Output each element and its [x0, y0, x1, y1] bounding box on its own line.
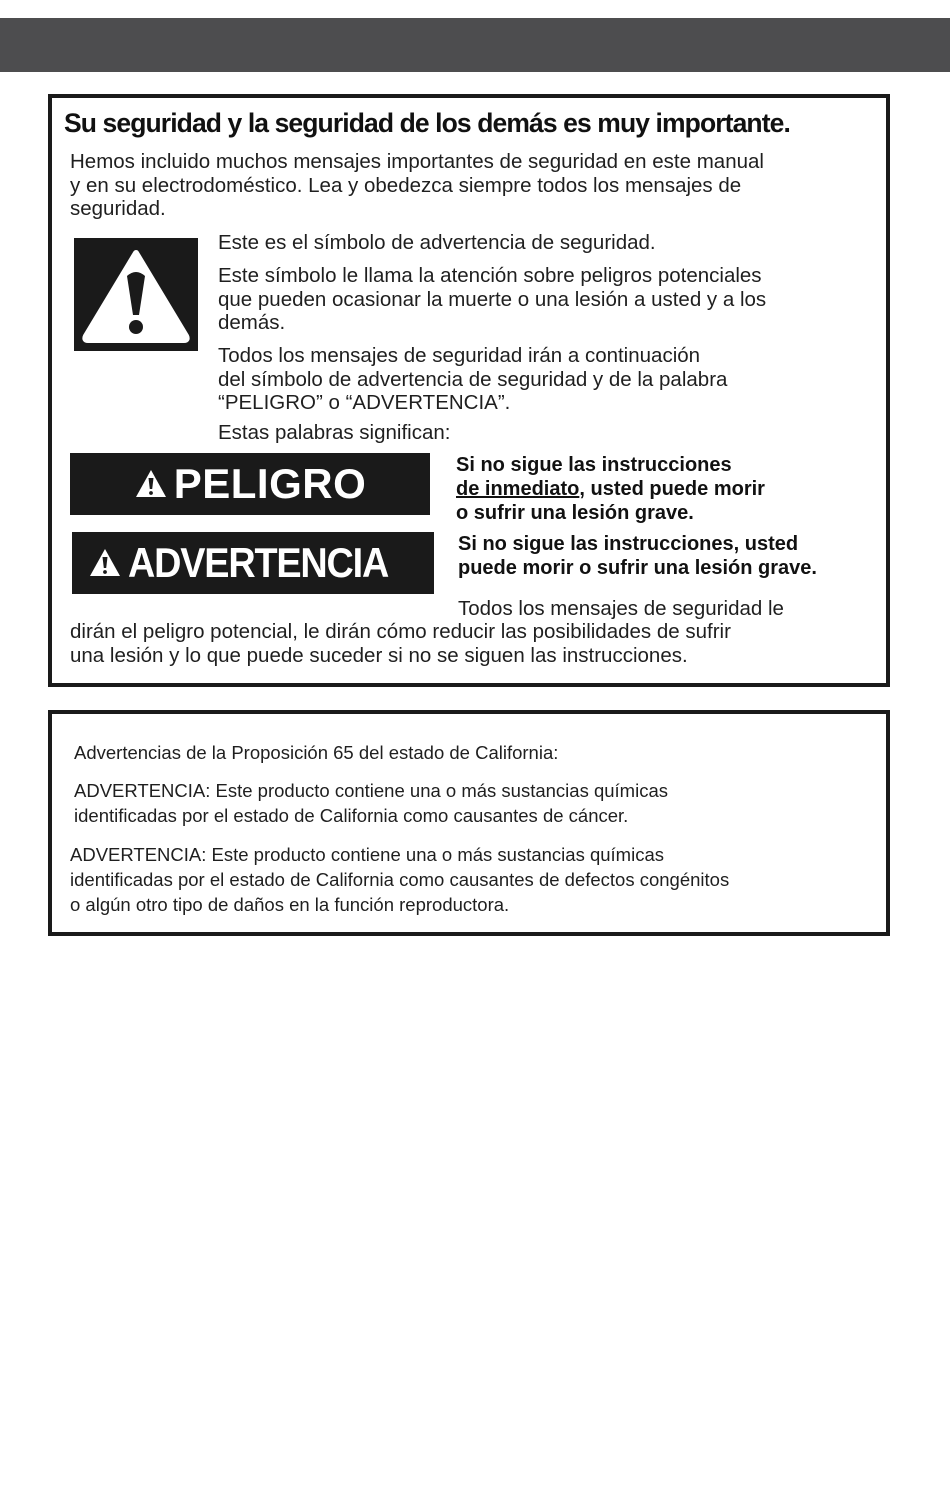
warning-word: ADVERTENCIA	[128, 539, 389, 586]
prop65-line: o algún otro tipo de daños en la función reproductora.	[70, 894, 510, 915]
prop65-line: ADVERTENCIA: Este producto contiene una o más sustancias químicas	[70, 844, 664, 865]
header-bar	[0, 18, 950, 72]
alert-triangle-icon	[88, 547, 122, 579]
safety-notice-box	[48, 94, 890, 687]
prop65-reproductive-warning	[70, 842, 880, 917]
danger-def-line: o sufrir una lesión grave.	[456, 502, 694, 524]
danger-definition	[456, 453, 886, 525]
intro-line: y en su electrodoméstico. Lea y obedezca siempre todos los mensajes de	[70, 173, 742, 197]
closing-line: una lesión y lo que puede suceder si no se siguen las instrucciones.	[70, 643, 688, 667]
follow-line: del símbolo de advertencia de seguridad y de la palabra	[218, 367, 728, 391]
warning-def-line: Si no sigue las instrucciones, usted	[458, 533, 799, 555]
warning-definition	[458, 532, 888, 580]
exclamation-triangle-icon	[74, 238, 198, 351]
prop65-title: Advertencias de la Proposición 65 del estado de California:	[74, 742, 559, 763]
intro-line: seguridad.	[70, 197, 166, 220]
closing-text	[70, 620, 880, 667]
words-meaning-text: Estas palabras significan:	[218, 421, 451, 444]
symbol-attention-text	[218, 264, 868, 335]
closing-line: dirán el peligro potencial, le dirán cómo reducir las posibilidades de sufrir	[70, 620, 731, 643]
prop65-line: identificadas por el estado de California como causantes de cáncer.	[74, 805, 629, 826]
safety-intro	[70, 150, 870, 221]
immediately-emphasis: de inmediato	[456, 478, 580, 500]
symbol-definition: Este es el símbolo de advertencia de seguridad.	[218, 231, 656, 254]
follow-line: “PELIGRO” o “ADVERTENCIA”.	[218, 391, 511, 414]
intro-line: Hemos incluido muchos mensajes importantes de seguridad en este manual	[70, 150, 764, 173]
closing-text-start: Todos los mensajes de seguridad le	[458, 597, 784, 620]
prop65-line: ADVERTENCIA: Este producto contiene una o más sustancias químicas	[74, 780, 668, 801]
danger-word: PELIGRO	[173, 460, 367, 507]
attention-line: Este símbolo le llama la atención sobre peligros potenciales	[218, 264, 762, 287]
warning-def-line: puede morir o sufrir una lesión grave.	[458, 557, 817, 579]
warning-signal-label	[72, 532, 434, 594]
safety-heading: Su seguridad y la seguridad de los demás es muy importante.	[64, 108, 790, 138]
follow-line: Todos los mensajes de seguridad irán a continuación	[218, 344, 701, 367]
attention-line: que pueden ocasionar la muerte o una lesión a usted y a los	[218, 287, 767, 311]
prop65-notice-box	[48, 710, 890, 936]
attention-line: demás.	[218, 311, 286, 334]
danger-signal-label	[70, 453, 430, 515]
danger-def-line: Si no sigue las instrucciones	[456, 454, 732, 476]
prop65-line: identificadas por el estado de California como causantes de defectos congénitos	[70, 869, 730, 890]
alert-triangle-icon	[134, 468, 168, 500]
prop65-cancer-warning	[74, 778, 864, 828]
symbol-follow-text	[218, 344, 868, 415]
danger-def-line: , usted puede morir	[579, 478, 765, 500]
